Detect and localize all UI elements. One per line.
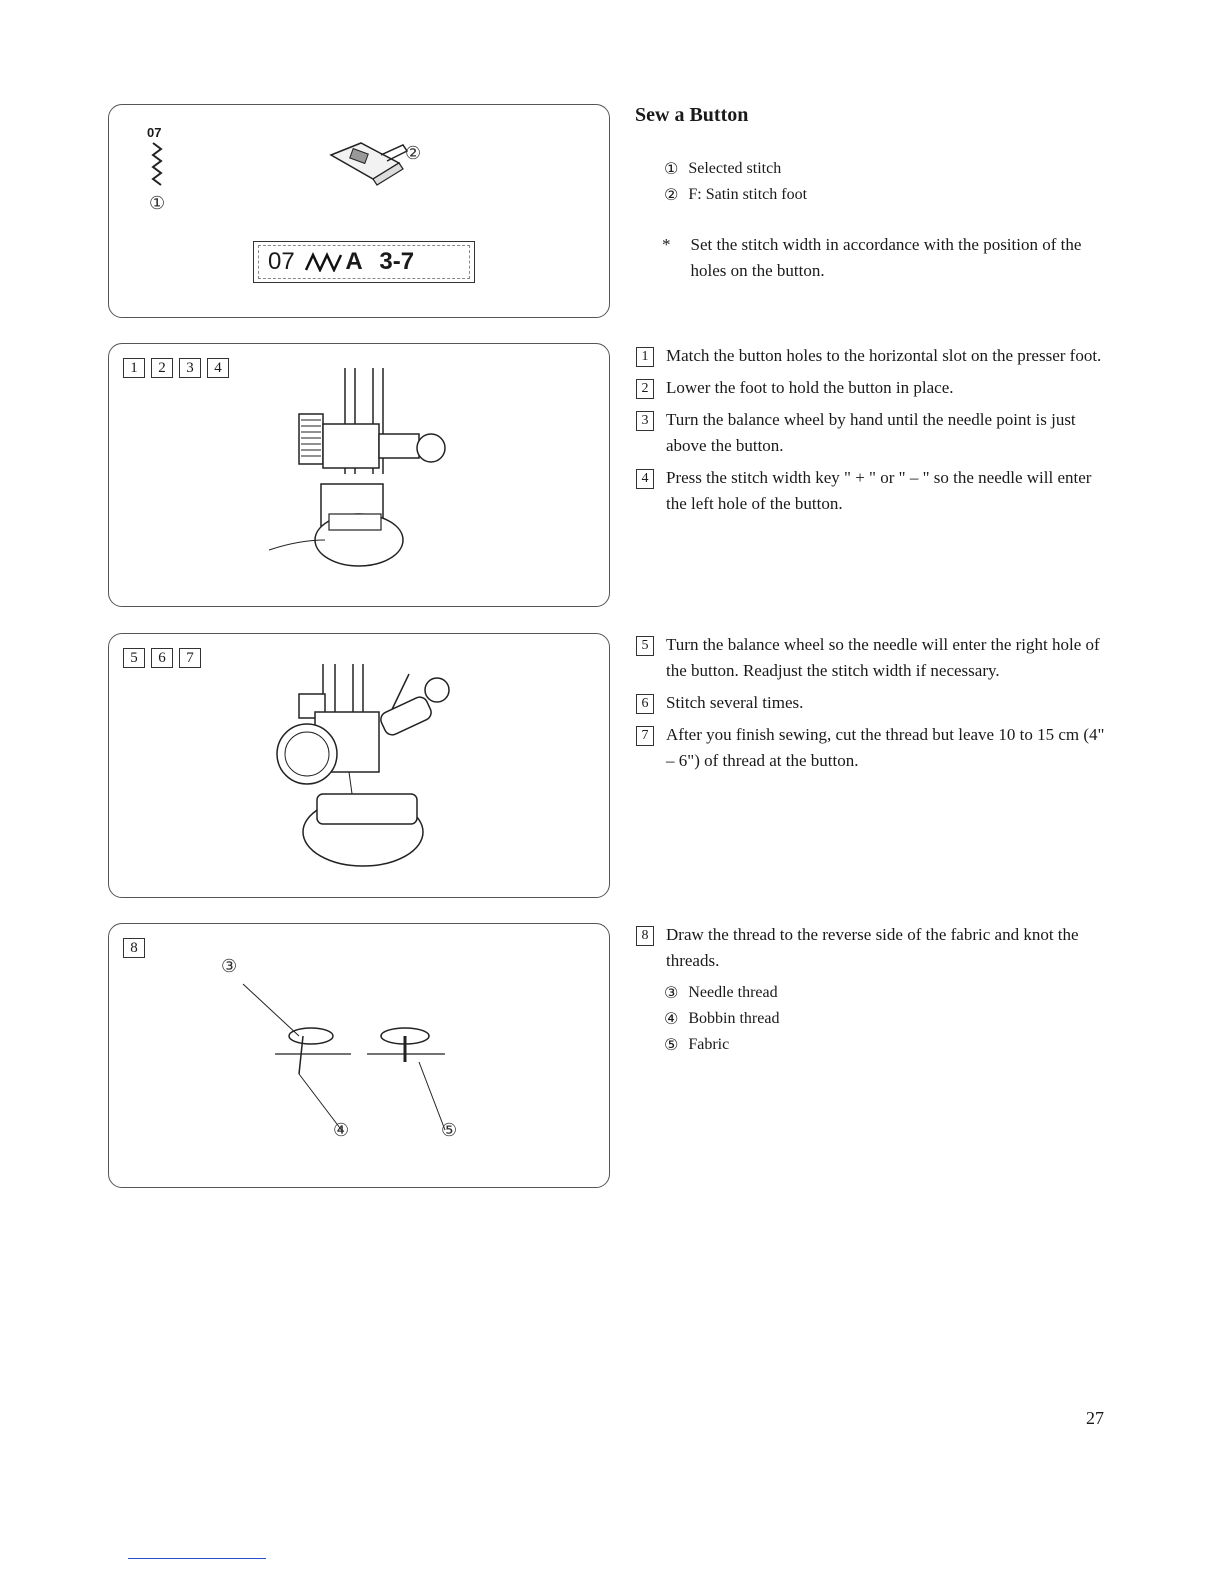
step-item: 4 Press the stitch width key " + " or " – " so the needle will enter the left hole of the button.: [636, 465, 1116, 517]
legend-1: [636, 156, 1116, 284]
step-item: 3 Turn the balance wheel by hand until the needle point is just above the button.: [636, 407, 1116, 459]
lcd-zigzag-icon: [304, 252, 344, 272]
step-item: 8 Draw the thread to the reverse side of the fabric and knot the threads.: [636, 922, 1116, 974]
satin-stitch-foot-icon: [331, 143, 407, 185]
legend-item: ② F: Satin stitch foot: [664, 185, 808, 204]
zigzag-stitch-icon: [109, 105, 609, 317]
legend-item: ④ Bobbin thread: [664, 1009, 780, 1028]
stitch-number-label: 07: [147, 125, 162, 140]
step-box: 4: [207, 358, 229, 378]
step-box: 1: [123, 358, 145, 378]
step-box: 8: [123, 938, 145, 958]
callout-5: ⑤: [441, 1120, 458, 1141]
step-8-panel: [108, 923, 610, 1188]
step-item: 5 Turn the balance wheel so the needle will enter the right hole of the button. Readjust the stitch width if necessary.: [636, 632, 1116, 684]
lcd-mode: A: [345, 248, 363, 275]
callout-1: ①: [149, 193, 166, 214]
page-number: 27: [1086, 1408, 1104, 1428]
step-box: 5: [123, 648, 145, 668]
legend-item: ③ Needle thread: [664, 983, 778, 1002]
footer-rule: [128, 1558, 266, 1559]
lcd-display: [253, 241, 475, 283]
steps-5-7-text: [636, 632, 1116, 780]
legend-item: ⑤ Fabric: [664, 1035, 730, 1054]
step-box: 6: [151, 648, 173, 668]
step-box: 7: [179, 648, 201, 668]
legend-item: ① Selected stitch: [664, 159, 782, 178]
step-box: 2: [151, 358, 173, 378]
step-8-text: [636, 922, 1116, 1058]
callout-4: ④: [333, 1120, 350, 1141]
lcd-value: 3-7: [379, 248, 415, 275]
step-item: 1 Match the button holes to the horizontal slot on the presser foot.: [636, 343, 1116, 369]
stitch-selection-panel: [108, 104, 610, 318]
step-item: 6 Stitch several times.: [636, 690, 1116, 716]
callout-2: ②: [405, 143, 422, 164]
page-title: Sew a Button: [635, 104, 749, 126]
steps-1-4-panel: [108, 343, 610, 607]
step-item: 2 Lower the foot to hold the button in place.: [636, 375, 1116, 401]
lcd-pattern: 07: [268, 248, 295, 275]
presser-foot-button-illustration: [109, 344, 609, 606]
needle-right-hole-illustration: [109, 634, 609, 896]
thread-knot-illustration: [109, 924, 609, 1186]
steps-1-4-text: [636, 343, 1116, 523]
note: * Set the stitch width in accordance with the position of the holes on the button.: [662, 235, 1082, 280]
callout-3: ③: [221, 956, 238, 977]
steps-5-7-panel: [108, 633, 610, 898]
step-item: 7 After you finish sewing, cut the thread but leave 10 to 15 cm (4" – 6") of thread at the button.: [636, 722, 1116, 774]
step-box: 3: [179, 358, 201, 378]
